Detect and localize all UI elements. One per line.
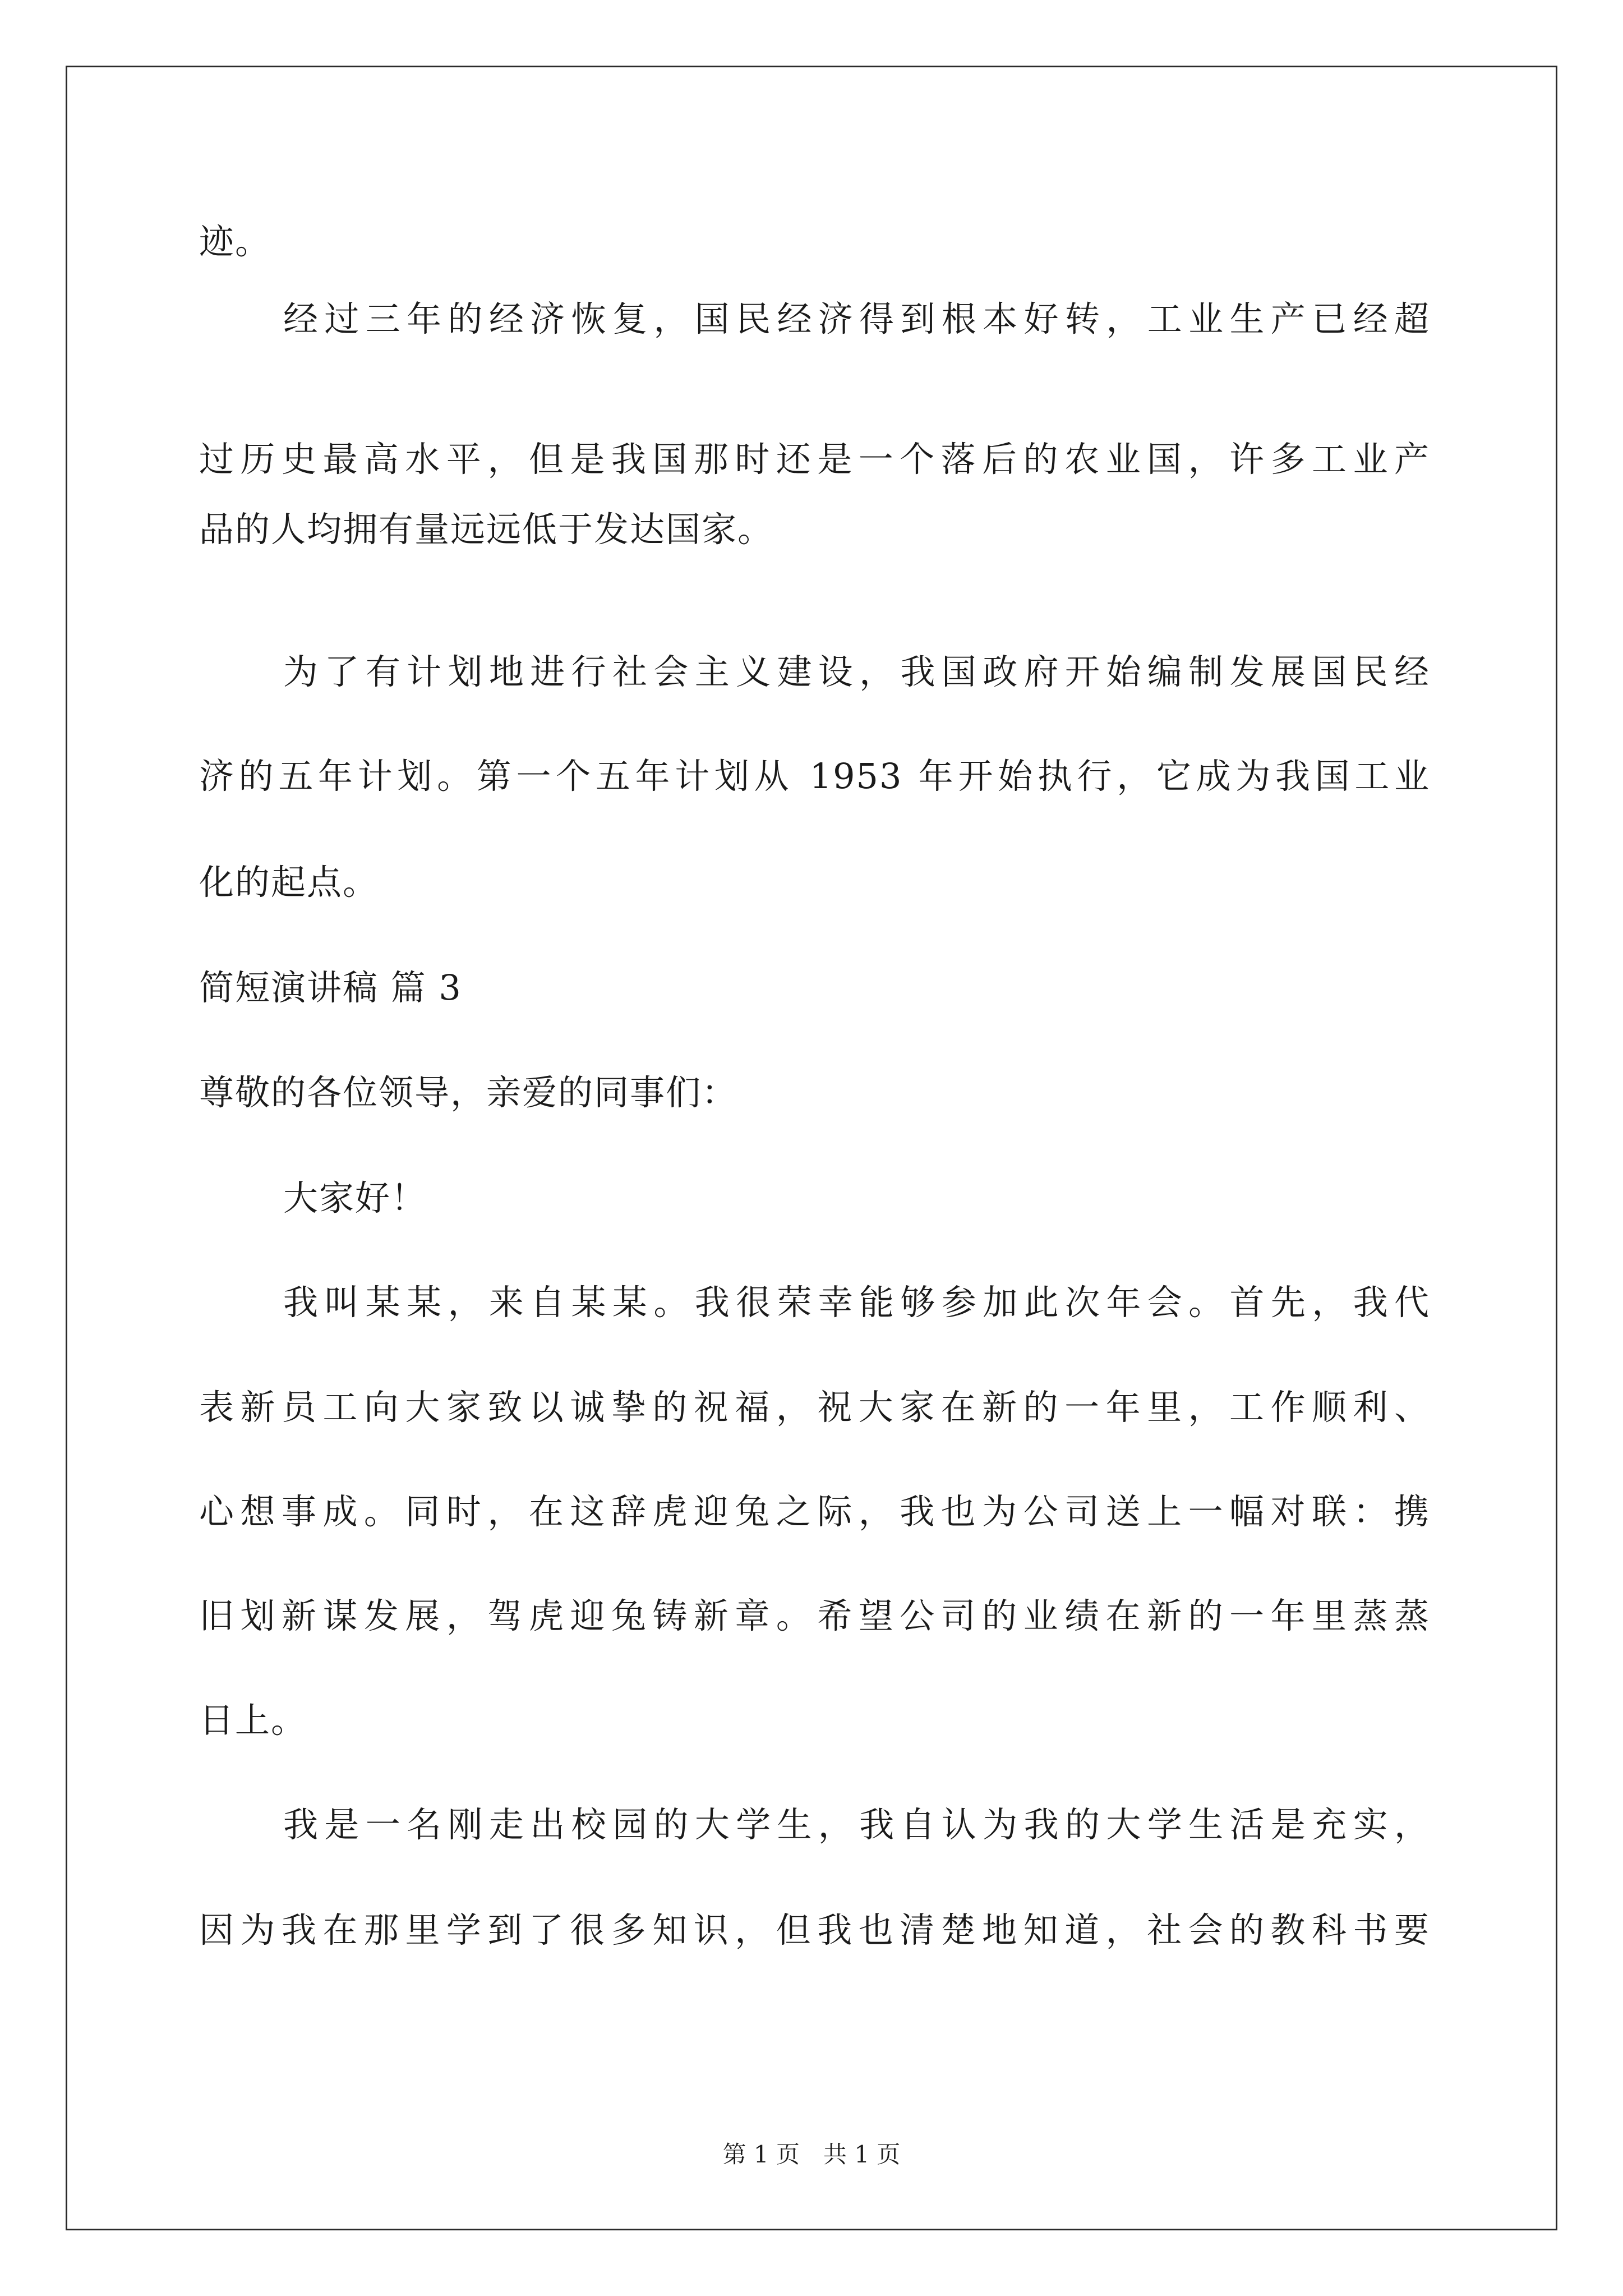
page-footer: 第 1 页 共 1 页 (722, 2141, 901, 2168)
paragraph-line: 我叫某某，来自某某。我很荣幸能够参加此次年会。首先，我代 (283, 1282, 1430, 1323)
paragraph-line: 经过三年的经济恢复，国民经济得到根本好转，工业生产已经超 (283, 298, 1430, 339)
paragraph-line: 心想事成。同时，在这辞虎迎兔之际，我也为公司送上一幅对联：携 (199, 1491, 1430, 1532)
paragraph-line: 我是一名刚走出校园的大学生，我自认为我的大学生活是充实， (283, 1804, 1430, 1845)
paragraph-line: 表新员工向大家致以诚挚的祝福，祝大家在新的一年里，工作顺利、 (199, 1387, 1430, 1428)
section-heading: 简短演讲稿 篇 3 (199, 967, 462, 1008)
paragraph-line: 品的人均拥有量远远低于发达国家。 (199, 509, 774, 550)
paragraph-line: 旧划新谋发展，驾虎迎兔铸新章。希望公司的业绩在新的一年里蒸蒸 (199, 1595, 1430, 1636)
greeting-line: 大家好！ (283, 1177, 427, 1218)
page-border (66, 66, 1557, 2230)
paragraph-line: 为了有计划地进行社会主义建设，我国政府开始编制发展国民经 (283, 651, 1430, 692)
paragraph-line: 过历史最高水平，但是我国那时还是一个落后的农业国，许多工业产 (199, 439, 1430, 480)
text-line: 迹。 (199, 221, 271, 262)
paragraph-line: 日上。 (199, 1700, 307, 1741)
paragraph-line: 因为我在那里学到了很多知识，但我也清楚地知道，社会的教科书要 (199, 1910, 1430, 1950)
salutation-line: 尊敬的各位领导，亲爱的同事们： (199, 1072, 738, 1113)
paragraph-line: 济的五年计划。第一个五年计划从 1953 年开始执行，它成为我国工业 (199, 756, 1430, 797)
paragraph-line: 化的起点。 (199, 862, 379, 903)
